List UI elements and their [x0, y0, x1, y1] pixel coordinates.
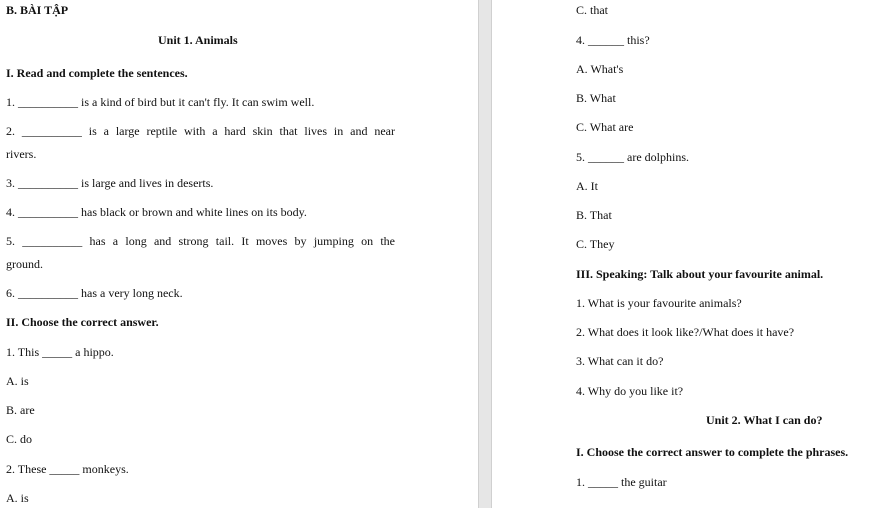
question-1-option-a: A. is — [6, 374, 29, 388]
exercise-item-5: 5. __________ has a long and strong tail. It moves by jumping on the — [6, 234, 395, 248]
unit-title: Unit 1. Animals — [158, 33, 238, 47]
question-1-option-b: B. are — [6, 403, 35, 417]
section-heading-1: I. Read and complete the sentences. — [6, 66, 188, 80]
exercise-item-2-cont: rivers. — [6, 147, 37, 161]
page-gutter — [478, 0, 492, 508]
question-5-option-b: B. That — [576, 208, 612, 222]
speaking-question-4: 4. Why do you like it? — [576, 384, 684, 398]
exercise-item-3: 3. __________ is large and lives in deserts. — [6, 176, 214, 190]
speaking-question-3: 3. What can it do? — [576, 354, 664, 368]
exercise-item-5-cont: ground. — [6, 257, 43, 271]
question-4-option-b: B. What — [576, 91, 616, 105]
exercise-item-4: 4. __________ has black or brown and white lines on its body. — [6, 205, 307, 219]
question-5: 5. ______ are dolphins. — [576, 150, 689, 164]
question-2-option-a: A. is — [6, 491, 29, 505]
exercise-item-1: 1. __________ is a kind of bird but it can't fly. It can swim well. — [6, 95, 315, 109]
document-page-right — [492, 0, 877, 508]
speaking-question-1: 1. What is your favourite animals? — [576, 296, 742, 310]
unit-2-question-1: 1. _____ the guitar — [576, 475, 667, 489]
question-2: 2. These _____ monkeys. — [6, 462, 129, 476]
question-4-option-c: C. What are — [576, 120, 634, 134]
section-heading-exercises: B. BÀI TẬP — [6, 3, 69, 17]
exercise-item-6: 6. __________ has a very long neck. — [6, 286, 183, 300]
question-4: 4. ______ this? — [576, 33, 650, 47]
question-1-option-c: C. do — [6, 432, 33, 446]
question-5-option-a: A. It — [576, 179, 598, 193]
section-heading-2: II. Choose the correct answer. — [6, 315, 159, 329]
section-heading-3: III. Speaking: Talk about your favourite animal. — [576, 267, 824, 281]
exercise-item-2: 2. __________ is a large reptile with a hard skin that lives in and near — [6, 124, 395, 138]
question-5-option-c: C. They — [576, 237, 615, 251]
speaking-question-2: 2. What does it look like?/What does it have? — [576, 325, 795, 339]
unit-2-title: Unit 2. What I can do? — [706, 413, 823, 427]
question-4-option-a: A. What's — [576, 62, 624, 76]
question-option-c: C. that — [576, 3, 608, 17]
unit-2-section-heading-1: I. Choose the correct answer to complete the phrases. — [576, 445, 849, 459]
question-1: 1. This _____ a hippo. — [6, 345, 114, 359]
